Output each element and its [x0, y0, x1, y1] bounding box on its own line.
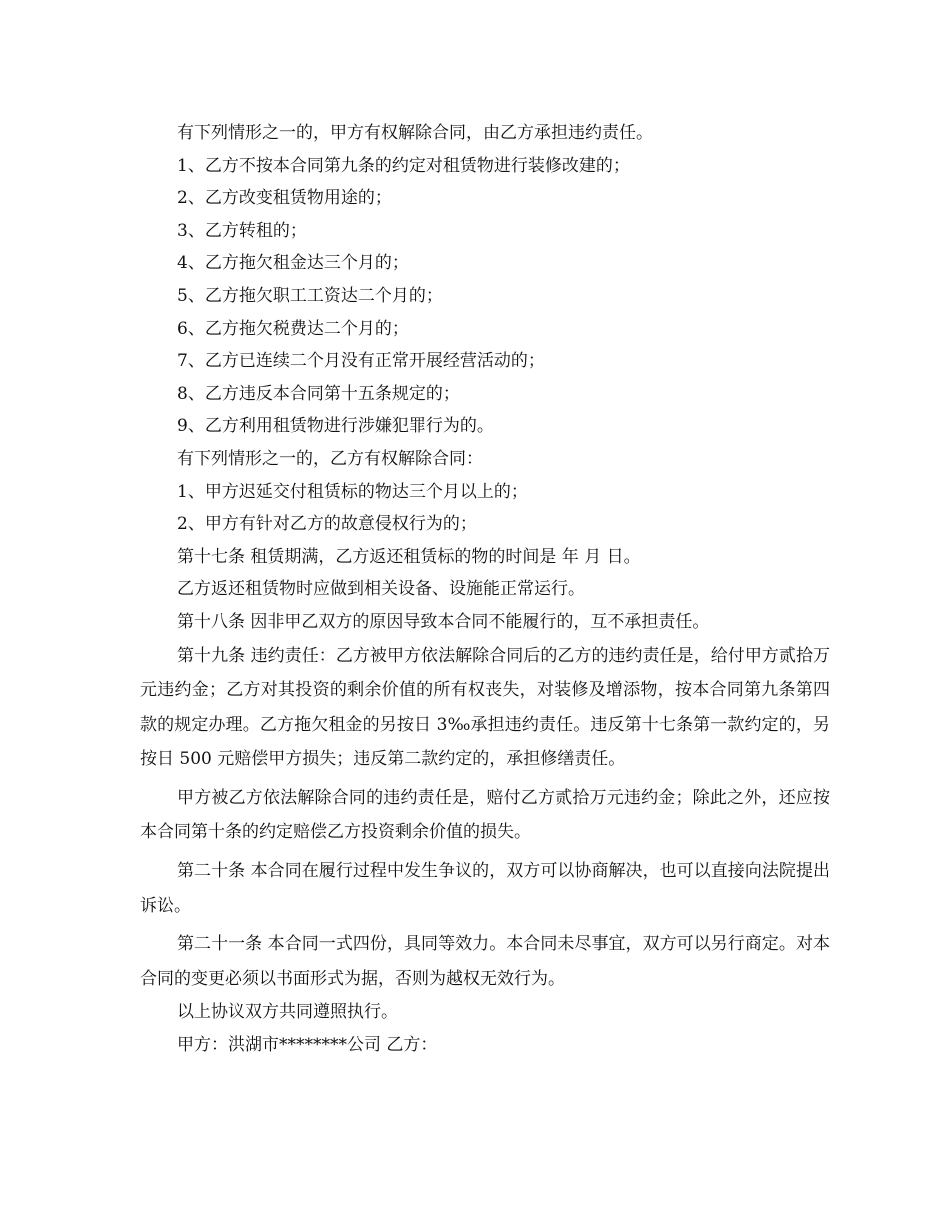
article-21: 第二十一条 本合同一式四份，具同等效力。本合同未尽事宜，双方可以另行商定。对本合同的变更必须以书面形式为据，否则为越权无效行为。: [140, 934, 830, 989]
list-item: 4、乙方拖欠租金达三个月的；: [177, 253, 409, 274]
signature-line: 甲方：洪湖市********公司 乙方：: [177, 1035, 438, 1056]
list-item: 8、乙方违反本合同第十五条规定的；: [177, 383, 460, 404]
document-body: [140, 117, 830, 1062]
list-item: 1、甲方迟延交付租赁标的物达三个月以上的；: [177, 481, 528, 502]
list-item: 7、乙方已连续二个月没有正常开展经营活动的；: [177, 351, 545, 372]
article-18: 第十八条 因非甲乙双方的原因导致本合同不能履行的，互不承担责任。: [177, 611, 710, 632]
article-19: 第十九条 违约责任：乙方被甲方依法解除合同后的乙方的违约责任是，给付甲方贰拾万元违约金；乙方对其投资的剩余价值的所有权丧失，对装修及增添物，按本合同第九条第四款的规定办理。乙方拖欠租金的另按日 3‰承担违约责任。违反第十七条第一款约定的，另按日 500 元赔偿甲方损失；违反第二款约定的，承担修缮责任。: [140, 645, 830, 770]
clause-intro-party-a: 有下列情形之一的，甲方有权解除合同，由乙方承担违约责任。: [177, 123, 653, 143]
list-item: 9、乙方利用租赁物进行涉嫌犯罪行为的。: [177, 416, 494, 437]
article-17: 第十七条 租赁期满，乙方返还租赁标的物的时间是 年 月 日。: [177, 546, 641, 567]
list-item: 5、乙方拖欠职工工资达二个月的；: [177, 285, 443, 306]
article-19-party-a: 甲方被乙方依法解除合同的违约责任是，赔付乙方贰拾万元违约金；除此之外，还应按本合同第十条的约定赔偿乙方投资剩余价值的损失。: [140, 787, 830, 843]
closing-statement: 以上协议双方共同遵照执行。: [177, 1002, 398, 1023]
list-item: 1、乙方不按本合同第九条的约定对租赁物进行装修改建的；: [177, 155, 630, 176]
clause-intro-party-b: 有下列情形之一的，乙方有权解除合同：: [177, 448, 483, 469]
list-item: 3、乙方转租的；: [177, 220, 307, 241]
list-item: 2、乙方改变租赁物用途的；: [177, 188, 392, 209]
article-20: 第二十条 本合同在履行过程中发生争议的，双方可以协商解决，也可以直接向法院提出诉讼。: [140, 861, 830, 916]
list-item: 6、乙方拖欠税费达二个月的；: [177, 318, 409, 339]
list-item: 2、甲方有针对乙方的故意侵权行为的；: [177, 514, 477, 535]
article-17-return: 乙方返还租赁物时应做到相关设备、设施能正常运行。: [177, 579, 585, 600]
